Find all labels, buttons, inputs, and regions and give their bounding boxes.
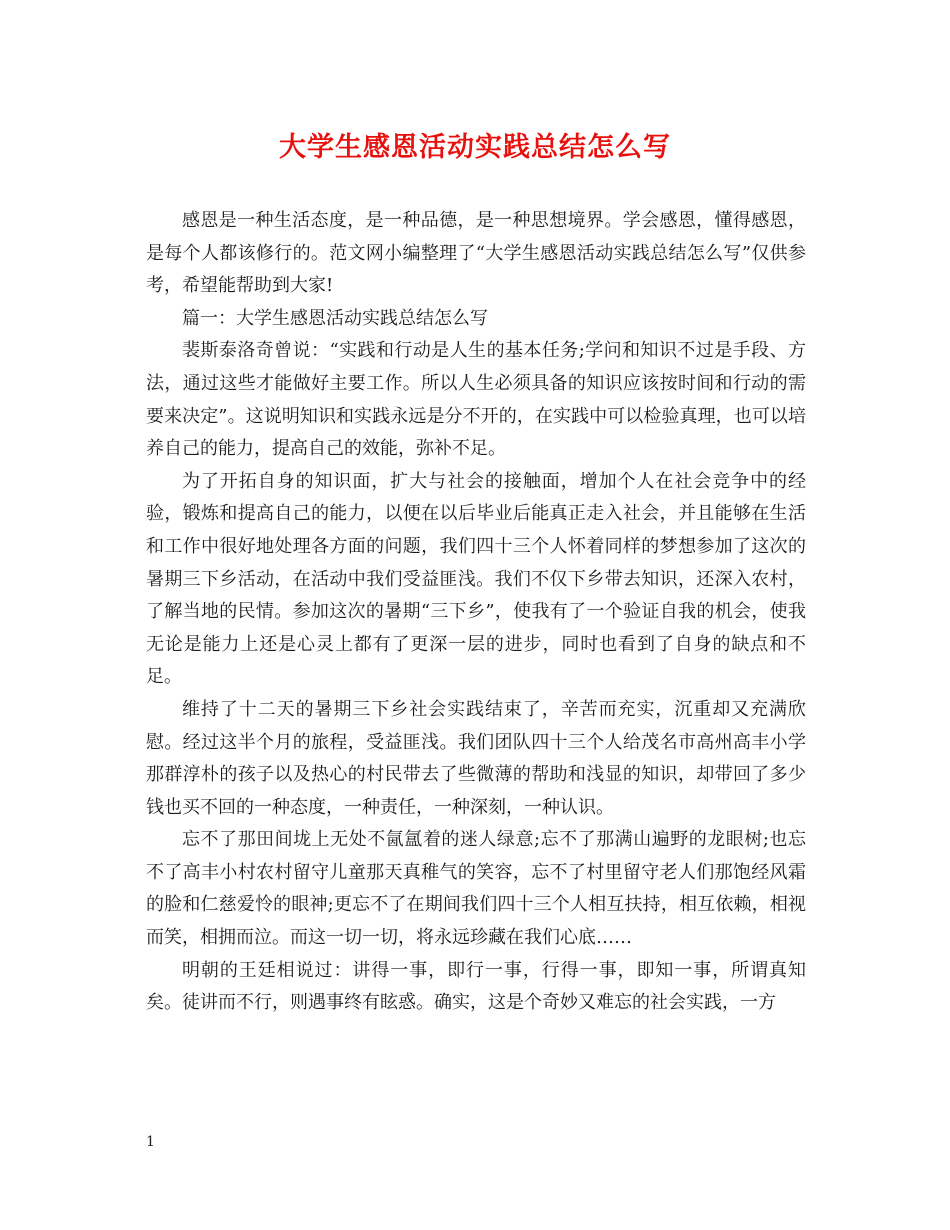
page-number: 1 [146,1134,155,1150]
paragraph-memories: 忘不了那田间垅上无处不氤氲着的迷人绿意;忘不了那满山遍野的龙眼树;也忘不了高丰小村农村留守儿童那天真稚气的笑容，忘不了村里留守老人们那饱经风霜的脸和仁慈爱怜的眼神;更忘不了在期间我们四十三个人相互扶持，相互依赖，相视而笑，相拥而泣。而这一切一切，将永远珍藏在我们心底…… [146,829,806,949]
paragraph-quote-pestalozzi: 裴斯泰洛奇曾说：“实践和行动是人生的基本任务;学问和知识不过是手段、方法，通过这些才能做好主要工作。所以人生必须具备的知识应该按时间和行动的需要来决定”。这说明知识和实践永远是分不开的，在实践中可以检验真理，也可以培养自己的能力，提高自己的效能，弥补不足。 [146,340,806,460]
paragraph-section-heading: 篇一：大学生感恩活动实践总结怎么写 [182,307,488,329]
paragraph-purpose: 为了开拓自身的知识面，扩大与社会的接触面，增加个人在社会竞争中的经验，锻炼和提高自己的能力，以便在以后毕业后能真正走入社会，并且能够在生活和工作中很好地处理各方面的问题，我们四十三个人怀着同样的梦想参加了这次的暑期三下乡活动，在活动中我们受益匪浅。我们不仅下乡带去知识，还深入农村，了解当地的民情。参加这次的暑期“三下乡”，使我有了一个验证自我的机会，使我无论是能力上还是心灵上都有了更深一层的进步，同时也看到了自身的缺点和不足。 [146,470,806,688]
paragraph-wang-tingxiang: 明朝的王廷相说过：讲得一事，即行一事，行得一事，即知一事，所谓真知矣。徒讲而不行，则遇事终有眩惑。确实，这是个奇妙又难忘的社会实践，一方 [146,959,806,1014]
paragraph-intro: 感恩是一种生活态度，是一种品德，是一种思想境界。学会感恩，懂得感恩，是每个人都该修行的。范文网小编整理了“大学生感恩活动实践总结怎么写”仅供参考，希望能帮助到大家! [146,210,806,297]
paragraph-twelve-days: 维持了十二天的暑期三下乡社会实践结束了，辛苦而充实，沉重却又充满欣慰。经过这半个月的旅程，受益匪浅。我们团队四十三个人给茂名市高州高丰小学那群淳朴的孩子以及热心的村民带去了些微薄的帮助和浅显的知识，却带回了多少钱也买不回的一种态度，一种责任，一种深刻，一种认识。 [146,698,806,818]
document-title: 大学生感恩活动实践总结怎么写 [279,132,671,163]
document-body [146,205,806,1020]
